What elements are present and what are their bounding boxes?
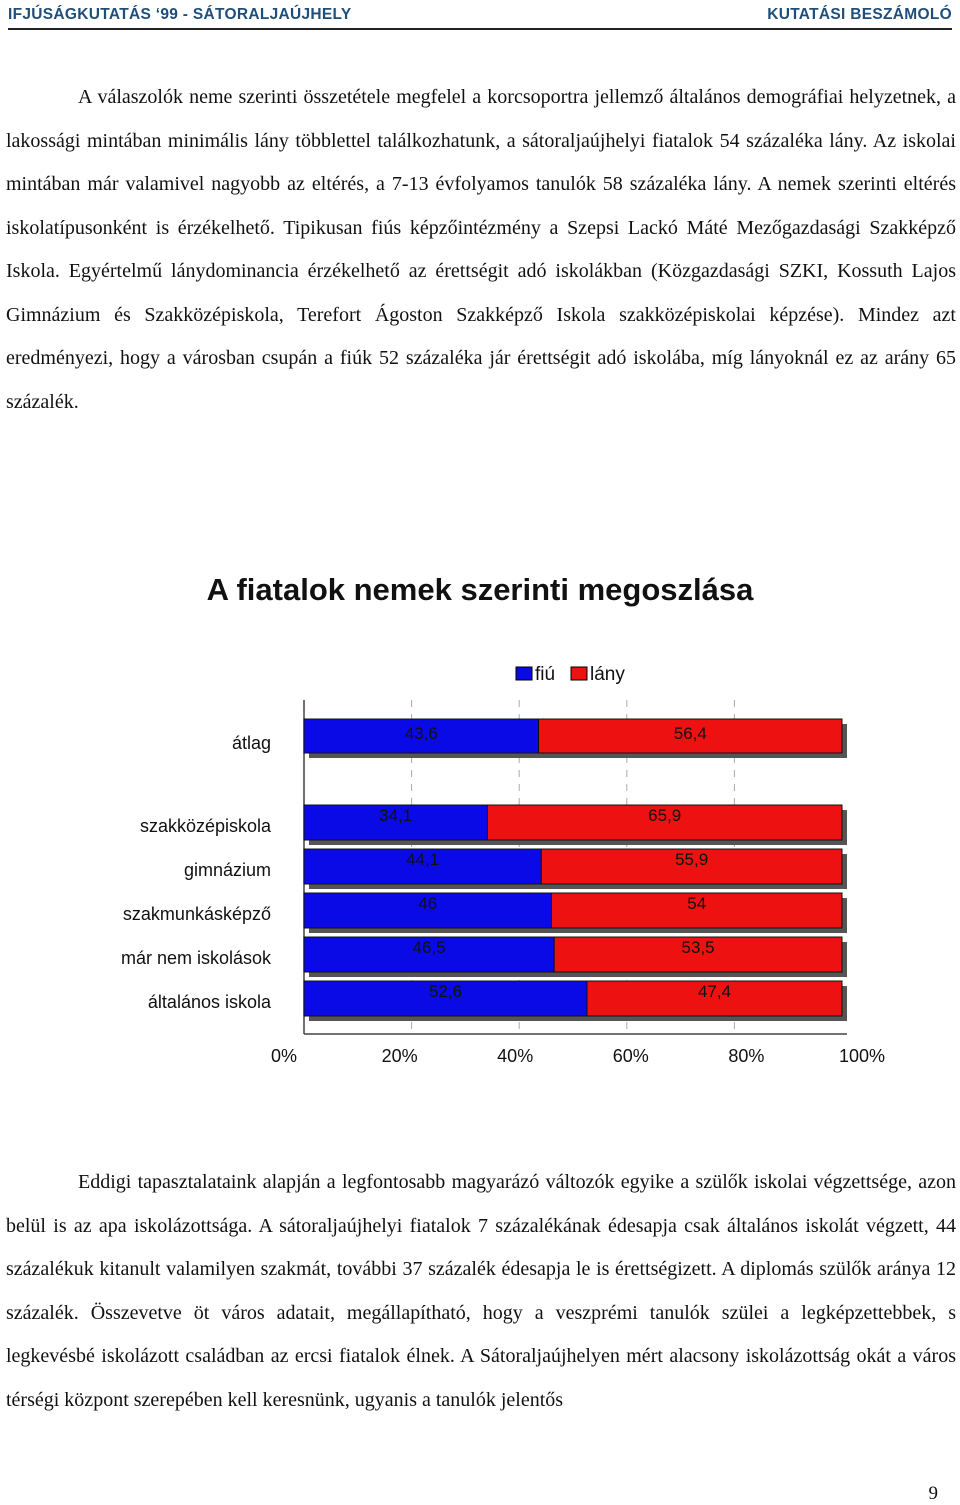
category-label: szakmunkásképző	[122, 904, 271, 924]
data-label-lany: 55,9	[675, 850, 709, 869]
paragraph-parents: Eddigi tapasztalataink alapján a legfontosabb magyarázó változók egyike a szülők iskolai végzettsége, azon belül is az apa iskolázottsága. A sátoraljaújhelyi fiatalok 7 százalékának édesapja csak általános iskolát végzett, 44 százalékuk kitanult valamilyen szakmát, további 37 százalék édesapja le is érettségizett. A diplomás szülők aránya 12 százalék. Összevetve öt város adatait, megállapítható, hogy a veszprémi tanulók szülei a legképzettebbek, s legkevésbé iskolázott családban az ercsi fiatalok élnek. A Sátoraljaújhelyen mért alacsony iskolázottság okát a város térségi központ szerepében kell keresnünk, ugyanis a tanulók jelentős	[6, 1171, 956, 1411]
legend-label-lany: lány	[590, 664, 625, 685]
data-label-lany: 56,4	[673, 724, 707, 743]
data-label-fiu: 46	[418, 894, 438, 913]
category-label: általános iskola	[147, 992, 271, 1012]
legend-swatch-lany	[571, 667, 587, 680]
legend-label-fiu: fiú	[535, 664, 556, 685]
header-right-title: KUTATÁSI BESZÁMOLÓ	[767, 6, 952, 23]
x-tick-label: 100%	[838, 1046, 886, 1066]
gender-distribution-chart	[0, 650, 960, 1090]
legend-swatch-fiu	[516, 667, 532, 680]
data-label-lany: 53,5	[681, 938, 715, 957]
x-tick-label: 80%	[728, 1046, 765, 1066]
data-label-lany: 47,4	[697, 982, 732, 1001]
paragraph-intro: A válaszolók neme szerinti összetétele megfelel a korcsoportra jellemző általános demográfiai helyzetnek, a lakossági mintában minimális lány többlettel találkozhatunk, a sátoraljaújhelyi fiatalok 54 százaléka lány. Az iskolai mintában már valamivel nagyobb az eltérés, a 7-13 évfolyamos tanulók 58 százaléka lány. A nemek szerinti eltérés iskolatípusonként is érzékelhető. Tipikusan fiús képzőintézmény a Szepsi Lackó Máté Mezőgazdasági Szakképző Iskola. Egyértelmű lánydominancia érzékelhető az érettségit adó iskolákban (Közgazdasági SZKI, Kossuth Lajos Gimnázium és Szakközépiskola, Terefort Ágoston Szakképző Iskola szakközépiskolai képzése). Mindez azt eredményezi, hogy a városban csupán a fiúk 52 százaléka jár érettségit adó iskolába, míg lányoknál ez az arány 65 százalék.	[6, 86, 956, 413]
category-label: már nem iskolások	[120, 948, 271, 968]
data-label-fiu: 52,6	[428, 982, 463, 1001]
page-header	[8, 2, 952, 30]
category-label: gimnázium	[183, 860, 271, 880]
x-tick-label: 20%	[381, 1046, 418, 1066]
data-label-lany: 65,9	[648, 806, 682, 825]
x-tick-label: 40%	[497, 1046, 534, 1066]
data-label-fiu: 34,1	[379, 806, 413, 825]
data-label-fiu: 43,6	[404, 724, 438, 743]
data-label-fiu: 46,5	[412, 938, 446, 957]
x-tick-label: 60%	[612, 1046, 649, 1066]
category-label: szakközépiskola	[139, 816, 271, 836]
header-left-title: IFJÚSÁGKUTATÁS ‘99 - SÁTORALJAÚJHELY	[8, 6, 352, 23]
chart-title: A fiatalok nemek szerinti megoszlása	[206, 572, 754, 607]
data-label-fiu: 44,1	[406, 850, 440, 869]
category-label: átlag	[231, 733, 271, 753]
x-tick-label: 0%	[270, 1046, 298, 1066]
page-number: 9	[928, 1483, 938, 1504]
data-label-lany: 54	[687, 894, 707, 913]
